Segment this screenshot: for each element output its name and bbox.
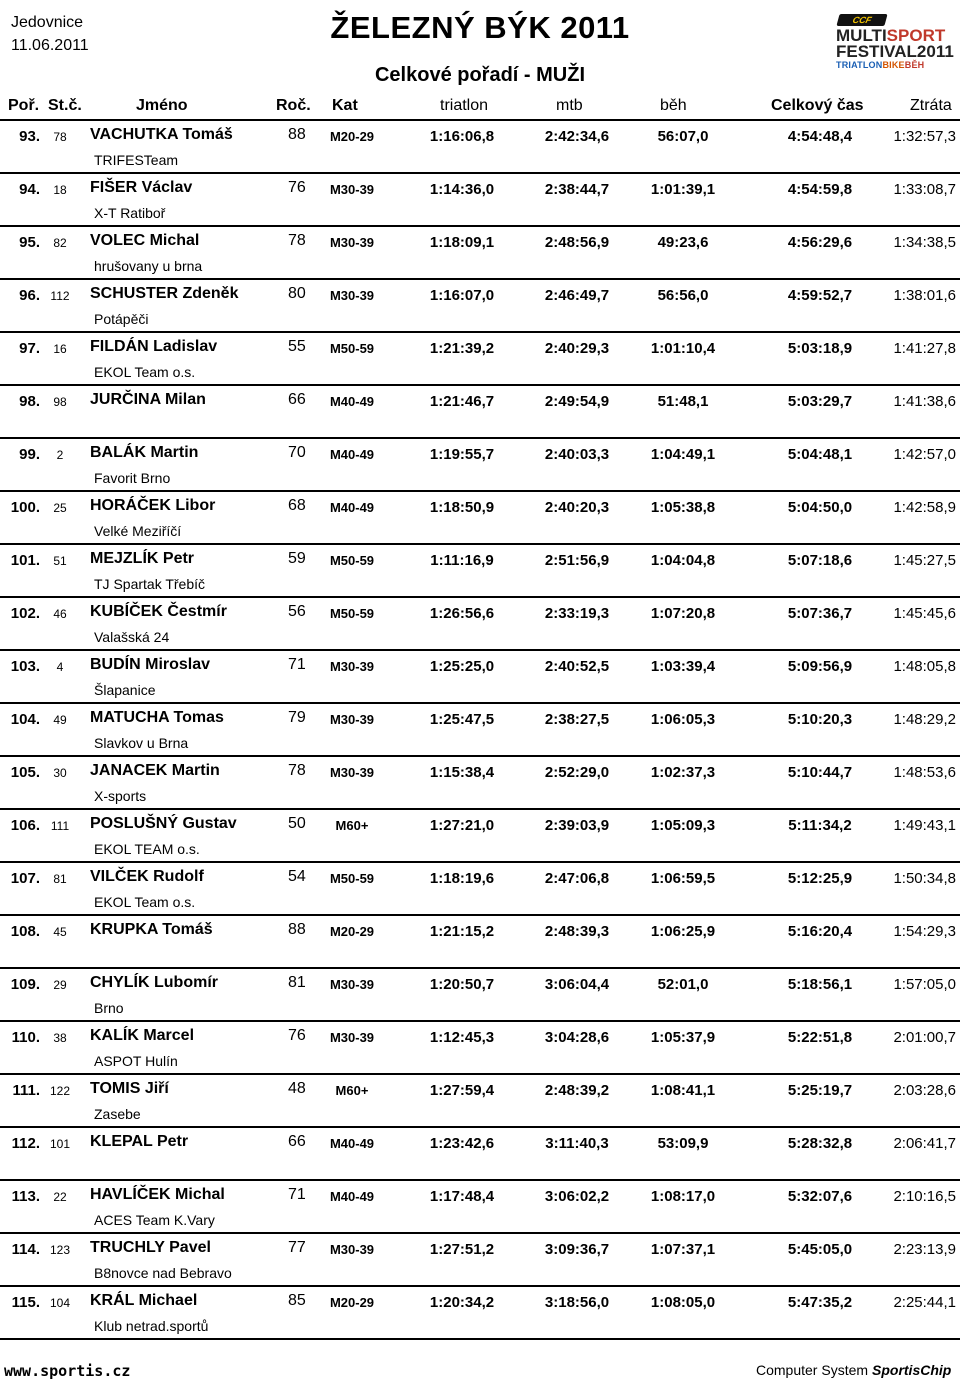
col-header-bib: St.č. (48, 97, 82, 114)
time-gap: 1:38:01,6 (893, 287, 956, 304)
row-separator (0, 1338, 960, 1340)
bib-number: 78 (53, 130, 67, 144)
athlete-name: MEJZLÍK Petr (90, 550, 195, 567)
triathlon-time: 1:11:16,9 (430, 552, 494, 569)
category: M20-29 (329, 129, 375, 144)
bib-number: 111 (50, 819, 70, 833)
category: M40-49 (329, 447, 375, 462)
athlete-name: KUBÍČEK Čestmír (90, 603, 227, 620)
page-subtitle: Celkové pořadí - MUŽI (374, 64, 586, 86)
birth-year: 76 (288, 1027, 306, 1044)
birth-year: 79 (288, 709, 306, 726)
athlete-name: VACHUTKA Tomáš (90, 126, 233, 143)
birth-year: 88 (288, 126, 306, 143)
run-time: 1:01:39,1 (650, 181, 716, 198)
category: M30-39 (329, 235, 375, 250)
birth-year: 80 (288, 285, 306, 302)
col-header-category: Kat (332, 97, 358, 114)
run-time: 53:09,9 (657, 1135, 709, 1152)
mtb-time: 2:46:49,7 (544, 287, 610, 304)
triathlon-time: 1:26:56,6 (429, 605, 495, 622)
athlete-name: FIŠER Václav (90, 179, 193, 196)
total-time: 5:10:44,7 (787, 764, 853, 781)
festival-logo (830, 14, 954, 72)
category: M30-39 (329, 712, 375, 727)
athlete-name: FILDÁN Ladislav (90, 338, 218, 355)
birth-year: 55 (288, 338, 306, 355)
run-time: 1:01:10,4 (650, 340, 716, 357)
triathlon-time: 1:17:48,4 (429, 1188, 495, 1205)
triathlon-time: 1:21:39,2 (429, 340, 495, 357)
total-time: 5:11:34,2 (788, 817, 852, 834)
athlete-name: TOMIS Jiří (90, 1080, 169, 1097)
athlete-name: JANACEK Martin (90, 762, 220, 779)
category: M50-59 (329, 606, 375, 621)
total-time: 4:54:59,8 (787, 181, 853, 198)
table-row (0, 863, 960, 916)
run-time: 56:07,0 (657, 128, 709, 145)
table-row (0, 333, 960, 386)
category: M30-39 (329, 182, 375, 197)
birth-year: 81 (288, 974, 306, 991)
birth-year: 66 (288, 391, 306, 408)
triathlon-time: 1:16:07,0 (429, 287, 495, 304)
race-date: 11.06.2011 (11, 37, 89, 54)
team-name: ASPOT Hulín (94, 1053, 178, 1069)
position: 110. (11, 1029, 40, 1046)
table-row (0, 545, 960, 598)
triathlon-time: 1:25:47,5 (429, 711, 495, 728)
table-row (0, 969, 960, 1022)
bib-number: 30 (53, 766, 67, 780)
table-row (0, 1128, 960, 1181)
team-name: Klub netrad.sportů (94, 1318, 209, 1334)
birth-year: 76 (288, 179, 306, 196)
time-gap: 1:34:38,5 (893, 234, 956, 251)
team-name: ACES Team K.Vary (94, 1212, 215, 1228)
run-time: 1:07:37,1 (650, 1241, 716, 1258)
athlete-name: BUDÍN Miroslav (90, 656, 211, 673)
total-time: 5:18:56,1 (787, 976, 853, 993)
table-row (0, 121, 960, 174)
category: M20-29 (329, 924, 375, 939)
position: 115. (11, 1294, 40, 1311)
table-row (0, 227, 960, 280)
table-row (0, 280, 960, 333)
triathlon-time: 1:15:38,4 (429, 764, 495, 781)
total-time: 5:07:36,7 (787, 605, 853, 622)
athlete-name: HORÁČEK Libor (90, 497, 216, 514)
birth-year: 59 (288, 550, 306, 567)
race-location: Jedovnice (11, 14, 84, 31)
bib-number: 22 (53, 1190, 67, 1204)
table-row (0, 757, 960, 810)
time-gap: 1:48:29,2 (893, 711, 956, 728)
run-time: 1:05:37,9 (650, 1029, 716, 1046)
category: M50-59 (329, 553, 375, 568)
position: 100. (10, 499, 40, 516)
team-name: X-T Ratiboř (94, 205, 166, 221)
run-time: 1:02:37,3 (650, 764, 716, 781)
total-time: 5:09:56,9 (787, 658, 853, 675)
position: 96. (19, 287, 40, 304)
athlete-name: JURČINA Milan (90, 391, 206, 408)
run-time: 1:04:49,1 (650, 446, 716, 463)
athlete-name: POSLUŠNÝ Gustav (90, 815, 237, 832)
position: 97. (19, 340, 40, 357)
team-name: Valašská 24 (94, 629, 170, 645)
position: 114. (11, 1241, 40, 1258)
time-gap: 2:03:28,6 (893, 1082, 956, 1099)
category: M30-39 (329, 1030, 375, 1045)
triathlon-time: 1:27:59,4 (429, 1082, 495, 1099)
triathlon-time: 1:18:19,6 (429, 870, 495, 887)
run-time: 1:05:09,3 (650, 817, 716, 834)
bib-number: 81 (53, 872, 67, 886)
table-row (0, 651, 960, 704)
triathlon-time: 1:18:50,9 (429, 499, 495, 516)
run-time: 52:01,0 (657, 976, 709, 993)
total-time: 5:16:20,4 (787, 923, 853, 940)
position: 113. (11, 1188, 40, 1205)
total-time: 4:59:52,7 (787, 287, 853, 304)
time-gap: 2:10:16,5 (893, 1188, 956, 1205)
birth-year: 50 (288, 815, 306, 832)
time-gap: 1:45:27,5 (893, 552, 956, 569)
mtb-time: 2:47:06,8 (544, 870, 610, 887)
bib-number: 104 (49, 1296, 71, 1310)
category: M20-29 (329, 1295, 375, 1310)
mtb-time: 2:39:03,9 (544, 817, 610, 834)
run-time: 1:08:05,0 (650, 1294, 716, 1311)
team-name: Favorit Brno (94, 470, 171, 486)
total-time: 5:04:50,0 (787, 499, 853, 516)
position: 95. (19, 234, 40, 251)
time-gap: 1:57:05,0 (893, 976, 956, 993)
bib-number: 4 (56, 660, 64, 674)
total-time: 4:54:48,4 (787, 128, 853, 145)
col-header-gap: Ztráta (910, 97, 952, 114)
category: M40-49 (329, 1136, 375, 1151)
bib-number: 38 (53, 1031, 67, 1045)
run-time: 1:03:39,4 (650, 658, 716, 675)
run-time: 1:06:05,3 (650, 711, 716, 728)
mtb-time: 2:42:34,6 (544, 128, 610, 145)
mtb-time: 3:09:36,7 (544, 1241, 610, 1258)
athlete-name: SCHUSTER Zdeněk (90, 285, 239, 302)
run-time: 1:04:04,8 (650, 552, 716, 569)
position: 107. (10, 870, 40, 887)
table-row (0, 1075, 960, 1128)
total-time: 5:32:07,6 (787, 1188, 853, 1205)
athlete-name: KALÍK Marcel (90, 1027, 195, 1044)
col-header-run: běh (660, 97, 687, 114)
mtb-time: 2:48:39,2 (544, 1082, 610, 1099)
position: 112. (11, 1135, 40, 1152)
position: 93. (19, 128, 40, 145)
athlete-name: HAVLÍČEK Michal (90, 1186, 225, 1203)
team-name: TRIFESTeam (94, 152, 179, 168)
mtb-time: 3:11:40,3 (545, 1135, 609, 1152)
triathlon-time: 1:12:45,3 (429, 1029, 495, 1046)
bib-number: 18 (53, 183, 67, 197)
athlete-name: MATUCHA Tomas (90, 709, 224, 726)
position: 98. (19, 393, 40, 410)
bib-number: 51 (53, 554, 67, 568)
time-gap: 2:06:41,7 (893, 1135, 956, 1152)
time-gap: 1:50:34,8 (893, 870, 956, 887)
triathlon-time: 1:23:42,6 (429, 1135, 495, 1152)
mtb-time: 2:38:27,5 (544, 711, 610, 728)
total-time: 5:10:20,3 (787, 711, 853, 728)
bib-number: 123 (49, 1243, 71, 1257)
total-time: 5:22:51,8 (787, 1029, 853, 1046)
mtb-time: 2:51:56,9 (544, 552, 610, 569)
mtb-time: 3:06:02,2 (544, 1188, 610, 1205)
time-gap: 1:41:27,8 (893, 340, 956, 357)
position: 102. (10, 605, 40, 622)
team-name: EKOL Team o.s. (94, 894, 196, 910)
team-name: Šlapanice (94, 682, 156, 698)
athlete-name: CHYLÍK Lubomír (90, 974, 218, 991)
total-time: 5:28:32,8 (787, 1135, 853, 1152)
athlete-name: BALÁK Martin (90, 444, 199, 461)
mtb-time: 2:52:29,0 (544, 764, 610, 781)
triathlon-time: 1:19:55,7 (429, 446, 495, 463)
athlete-name: KRUPKA Tomáš (90, 921, 213, 938)
run-time: 56:56,0 (657, 287, 709, 304)
athlete-name: KRÁL Michael (90, 1292, 198, 1309)
bib-number: 98 (53, 395, 67, 409)
time-gap: 1:42:57,0 (893, 446, 956, 463)
athlete-name: VILČEK Rudolf (90, 868, 204, 885)
table-row (0, 916, 960, 969)
position: 108. (10, 923, 40, 940)
team-name: Zasebe (94, 1106, 141, 1122)
run-time: 1:08:41,1 (650, 1082, 716, 1099)
position: 111. (12, 1082, 40, 1099)
time-gap: 2:01:00,7 (893, 1029, 956, 1046)
table-row (0, 492, 960, 545)
triathlon-time: 1:27:21,0 (429, 817, 495, 834)
category: M40-49 (329, 500, 375, 515)
time-gap: 1:48:05,8 (893, 658, 956, 675)
birth-year: 70 (288, 444, 306, 461)
mtb-time: 2:40:03,3 (544, 446, 610, 463)
category: M30-39 (329, 977, 375, 992)
table-row (0, 439, 960, 492)
birth-year: 71 (288, 656, 306, 673)
mtb-time: 2:40:20,3 (544, 499, 610, 516)
run-time: 1:07:20,8 (650, 605, 716, 622)
table-row (0, 386, 960, 439)
team-name: TJ Spartak Třebíč (94, 576, 206, 592)
total-time: 5:07:18,6 (787, 552, 853, 569)
time-gap: 1:32:57,3 (893, 128, 956, 145)
category: M40-49 (329, 394, 375, 409)
time-gap: 1:41:38,6 (893, 393, 956, 410)
birth-year: 77 (288, 1239, 306, 1256)
mtb-time: 2:48:56,9 (544, 234, 610, 251)
logo-line-2: FESTIVAL2011 (836, 42, 954, 61)
triathlon-time: 1:21:15,2 (429, 923, 495, 940)
bib-number: 45 (53, 925, 67, 939)
col-header-total-time: Celkový čas (771, 97, 864, 114)
time-gap: 1:49:43,1 (893, 817, 956, 834)
team-name: Brno (94, 1000, 124, 1016)
logo-badge: CCF (836, 14, 887, 26)
team-name: hrušovany u brna (94, 258, 203, 274)
total-time: 5:25:19,7 (787, 1082, 853, 1099)
time-gap: 1:48:53,6 (893, 764, 956, 781)
total-time: 5:47:35,2 (787, 1294, 853, 1311)
position: 99. (19, 446, 40, 463)
time-gap: 1:54:29,3 (893, 923, 956, 940)
run-time: 51:48,1 (657, 393, 709, 410)
mtb-time: 2:40:29,3 (544, 340, 610, 357)
birth-year: 56 (288, 603, 306, 620)
birth-year: 66 (288, 1133, 306, 1150)
birth-year: 48 (288, 1080, 306, 1097)
total-time: 5:04:48,1 (787, 446, 853, 463)
col-header-position: Poř. (8, 97, 40, 114)
triathlon-time: 1:20:50,7 (429, 976, 495, 993)
total-time: 5:03:29,7 (787, 393, 853, 410)
run-time: 1:08:17,0 (650, 1188, 716, 1205)
footer-website: www.sportis.cz (4, 1362, 131, 1380)
run-time: 49:23,6 (657, 234, 709, 251)
col-header-mtb: mtb (556, 97, 583, 114)
team-name: Slavkov u Brna (94, 735, 189, 751)
total-time: 5:45:05,0 (787, 1241, 853, 1258)
category: M30-39 (329, 288, 375, 303)
table-row (0, 598, 960, 651)
bib-number: 122 (49, 1084, 71, 1098)
birth-year: 78 (288, 762, 306, 779)
table-row (0, 1234, 960, 1287)
table-row (0, 810, 960, 863)
triathlon-time: 1:21:46,7 (429, 393, 495, 410)
table-row (0, 1181, 960, 1234)
triathlon-time: 1:20:34,2 (429, 1294, 495, 1311)
mtb-time: 3:06:04,4 (544, 976, 610, 993)
time-gap: 1:42:58,9 (893, 499, 956, 516)
bib-number: 25 (53, 501, 67, 515)
birth-year: 85 (288, 1292, 306, 1309)
birth-year: 68 (288, 497, 306, 514)
position: 109. (10, 976, 40, 993)
col-header-year: Roč. (276, 97, 311, 114)
category: M30-39 (329, 765, 375, 780)
team-name: Potápěči (94, 311, 149, 327)
bib-number: 46 (53, 607, 67, 621)
triathlon-time: 1:18:09,1 (429, 234, 495, 251)
time-gap: 2:23:13,9 (893, 1241, 956, 1258)
category: M60+ (335, 1083, 369, 1098)
footer-brand: SportisChip (872, 1362, 952, 1378)
table-row (0, 1022, 960, 1075)
run-time: 1:06:25,9 (650, 923, 716, 940)
triathlon-time: 1:25:25,0 (429, 658, 495, 675)
mtb-time: 2:38:44,7 (544, 181, 610, 198)
logo-line-3: TRIATLONBIKEBĚH (836, 60, 925, 70)
team-name: EKOL TEAM o.s. (94, 841, 200, 857)
category: M30-39 (329, 1242, 375, 1257)
position: 94. (19, 181, 40, 198)
athlete-name: KLEPAL Petr (90, 1133, 189, 1150)
category: M60+ (335, 818, 369, 833)
category: M30-39 (329, 659, 375, 674)
run-time: 1:05:38,8 (650, 499, 716, 516)
col-header-name: Jméno (136, 97, 188, 114)
birth-year: 71 (288, 1186, 306, 1203)
triathlon-time: 1:14:36,0 (429, 181, 495, 198)
team-name: X-sports (94, 788, 147, 804)
page-title: ŽELEZNÝ BÝK 2011 (330, 10, 630, 45)
bib-number: 29 (53, 978, 67, 992)
table-row (0, 704, 960, 757)
mtb-time: 2:33:19,3 (544, 605, 610, 622)
birth-year: 78 (288, 232, 306, 249)
time-gap: 1:45:45,6 (893, 605, 956, 622)
category: M50-59 (329, 341, 375, 356)
col-header-triathlon: triatlon (440, 97, 489, 114)
footer-system: Computer System (756, 1362, 869, 1378)
birth-year: 88 (288, 921, 306, 938)
bib-number: 2 (56, 448, 64, 462)
birth-year: 54 (288, 868, 306, 885)
time-gap: 1:33:08,7 (893, 181, 956, 198)
bib-number: 101 (49, 1137, 71, 1151)
total-time: 5:03:18,9 (787, 340, 853, 357)
athlete-name: VOLEC Michal (90, 232, 200, 249)
bib-number: 112 (50, 289, 70, 303)
bib-number: 49 (53, 713, 67, 727)
position: 106. (10, 817, 40, 834)
triathlon-time: 1:27:51,2 (429, 1241, 495, 1258)
bib-number: 16 (53, 342, 67, 356)
bib-number: 82 (53, 236, 67, 250)
total-time: 4:56:29,6 (787, 234, 853, 251)
time-gap: 2:25:44,1 (893, 1294, 956, 1311)
position: 104. (10, 711, 40, 728)
mtb-time: 3:04:28,6 (544, 1029, 610, 1046)
position: 103. (10, 658, 40, 675)
total-time: 5:12:25,9 (787, 870, 853, 887)
logo-line-1: MULTISPORT (836, 26, 946, 45)
team-name: EKOL Team o.s. (94, 364, 196, 380)
position: 101. (10, 552, 40, 569)
triathlon-time: 1:16:06,8 (429, 128, 495, 145)
category: M40-49 (329, 1189, 375, 1204)
category: M50-59 (329, 871, 375, 886)
position: 105. (10, 764, 40, 781)
run-time: 1:06:59,5 (650, 870, 716, 887)
mtb-time: 2:40:52,5 (544, 658, 610, 675)
table-row (0, 174, 960, 227)
mtb-time: 2:49:54,9 (544, 393, 610, 410)
mtb-time: 2:48:39,3 (544, 923, 610, 940)
team-name: B8novce nad Bebravo (94, 1265, 232, 1281)
mtb-time: 3:18:56,0 (544, 1294, 610, 1311)
table-row (0, 1287, 960, 1340)
athlete-name: TRUCHLY Pavel (90, 1239, 211, 1256)
team-name: Velké Meziříčí (94, 523, 182, 539)
